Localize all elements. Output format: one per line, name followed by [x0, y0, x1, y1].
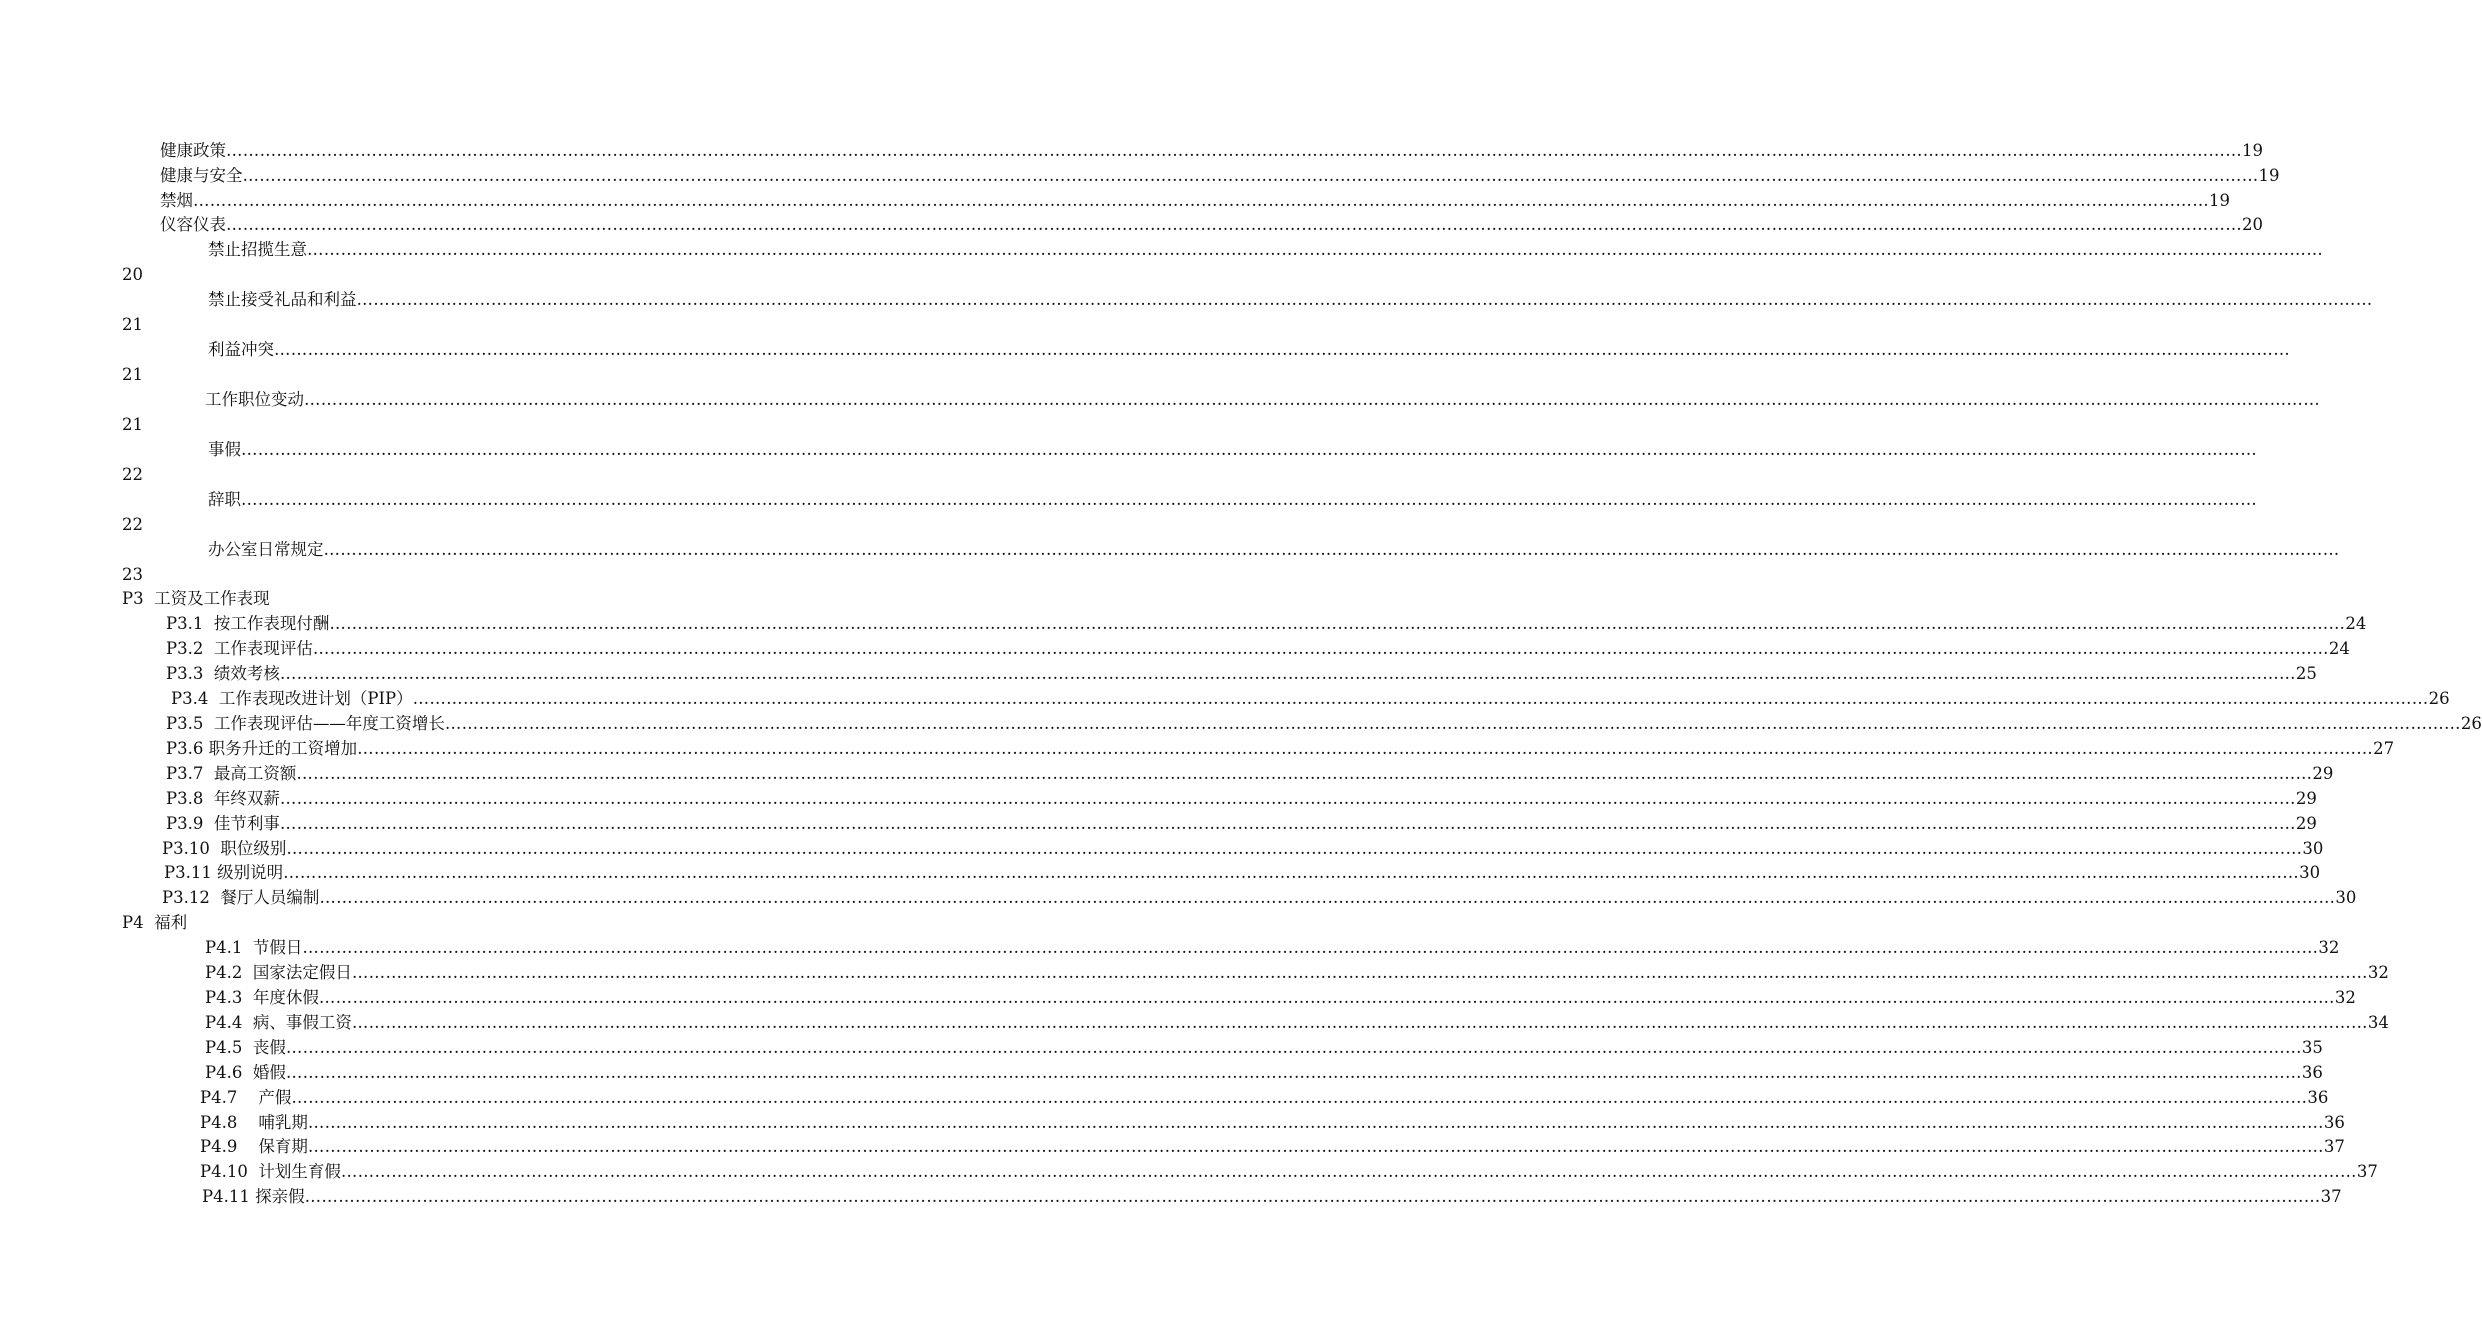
leader-dots: ………………………………………………………………………………………………………………………………………………………………………………………………………………………………………………………………………………………………………………………………	[291, 1088, 2308, 1107]
leader-dots: ………………………………………………………………………………………………………………………………………………………………………………………………………………………………………………………………………………………………………………………………	[193, 191, 2209, 210]
toc-section-heading-p4	[122, 910, 187, 935]
toc-entry-label: 办公室日常规定	[208, 540, 324, 559]
leader-dots: ………………………………………………………………………………………………………………………………………………………………………………………………………………………………………………………………………………………………………………………………	[241, 490, 2257, 509]
toc-entry-health-safety	[160, 163, 2280, 188]
toc-entry-job-change	[205, 387, 2320, 412]
toc-entry-label: 节假日	[252, 938, 303, 957]
toc-page-number: 29	[2295, 814, 2317, 833]
leader-dots: ………………………………………………………………………………………………………………………………………………………………………………………………………………………………………………………………………………………………………………………………	[279, 664, 2296, 683]
toc-entry-resignation	[208, 487, 2257, 512]
entry-number: P3.3	[166, 664, 204, 683]
entry-number: P3.2	[166, 639, 204, 658]
toc-page-number: 30	[2299, 863, 2321, 882]
leader-dots: ………………………………………………………………………………………………………………………………………………………………………………………………………………………………………………………………………………………………………………………………	[351, 1013, 2368, 1032]
toc-entry-label: 事假	[208, 440, 241, 459]
leader-dots: ………………………………………………………………………………………………………………………………………………………………………………………………………………………………………………………………………………………………………………………………	[286, 839, 2303, 858]
leader-dots: ………………………………………………………………………………………………………………………………………………………………………………………………………………………………………………………………………………………………………………………………	[296, 764, 2313, 783]
toc-page-number: 35	[2301, 1038, 2323, 1057]
toc-page-number: 19	[2242, 141, 2263, 160]
toc-page-number: 21	[122, 415, 143, 434]
entry-number: P3.10	[162, 839, 210, 858]
toc-entry-p3-3	[166, 661, 2317, 686]
toc-entry-p3-7	[166, 761, 2334, 786]
toc-entry-p4-3	[205, 985, 2356, 1010]
toc-page-number: 21	[122, 315, 143, 334]
toc-entry-p4-8	[200, 1110, 2345, 1135]
toc-page-number: 37	[2320, 1187, 2342, 1206]
toc-entry-p3-9	[166, 811, 2317, 836]
toc-entry-p4-5	[205, 1035, 2323, 1060]
entry-number: P3.8	[166, 789, 204, 808]
leader-dots: ………………………………………………………………………………………………………………………………………………………………………………………………………………………………………………………………………………………………………………………………	[412, 689, 2429, 708]
entry-number: P4.11	[202, 1187, 250, 1206]
entry-number: P4.8	[200, 1113, 238, 1132]
toc-entry-label: 最高工资额	[213, 764, 297, 783]
toc-page-number: 24	[2345, 614, 2367, 633]
toc-entry-label: 年终双薪	[213, 789, 280, 808]
toc-entry-label: 仪容仪表	[160, 215, 226, 234]
toc-page-number: 32	[2367, 963, 2389, 982]
entry-number: P3.12	[162, 888, 210, 907]
toc-entry-label: 级别说明	[217, 863, 284, 882]
toc-page-number: 27	[2373, 739, 2395, 758]
entry-number: P3.11	[164, 863, 212, 882]
toc-page-number: 26	[2460, 714, 2482, 733]
leader-dots: ………………………………………………………………………………………………………………………………………………………………………………………………………………………………………………………………………………………………………………………………	[285, 1038, 2302, 1057]
toc-entry-label: 禁止招揽生意	[208, 240, 307, 259]
leader-dots: ………………………………………………………………………………………………………………………………………………………………………………………………………………………………………………………………………………………………………………………………	[304, 390, 2320, 409]
toc-entry-label: 工作表现评估	[213, 639, 313, 658]
toc-entry-label: 佳节利事	[213, 814, 280, 833]
leader-dots: ………………………………………………………………………………………………………………………………………………………………………………………………………………………………………………………………………………………………………………………………	[242, 166, 2259, 185]
toc-entry-label: 工作职位变动	[205, 390, 304, 409]
toc-entry-label: 利益冲突	[208, 340, 274, 359]
toc-entry-office-rules	[208, 537, 2340, 562]
leader-dots: ………………………………………………………………………………………………………………………………………………………………………………………………………………………………………………………………………………………………………………………………	[302, 938, 2319, 957]
toc-page-number: 20	[2242, 215, 2263, 234]
leader-dots: ………………………………………………………………………………………………………………………………………………………………………………………………………………………………………………………………………………………………………………………………	[226, 215, 2242, 234]
leader-dots: ………………………………………………………………………………………………………………………………………………………………………………………………………………………………………………………………………………………………………………………………	[226, 141, 2242, 160]
toc-entry-p3-6	[166, 736, 2395, 761]
toc-entry-label: 辞职	[208, 490, 241, 509]
leader-dots: ………………………………………………………………………………………………………………………………………………………………………………………………………………………………………………………………………………………………………………………………	[274, 340, 2290, 359]
section-number: P4	[122, 913, 144, 932]
leader-dots: ………………………………………………………………………………………………………………………………………………………………………………………………………………………………………………………………………………………………………………………………	[323, 540, 2340, 559]
leader-dots: ………………………………………………………………………………………………………………………………………………………………………………………………………………………………………………………………………………………………………………………………	[279, 789, 2296, 808]
toc-section-heading-p3	[122, 586, 270, 611]
toc-entry-label: 职位级别	[220, 839, 287, 858]
leader-dots: ………………………………………………………………………………………………………………………………………………………………………………………………………………………………………………………………………………………………………………………………	[357, 739, 2374, 758]
toc-entry-label: 职务升迁的工资增加	[208, 739, 358, 758]
toc-entry-label: 餐厅人员编制	[220, 888, 320, 907]
toc-entry-personal-leave	[208, 437, 2257, 462]
toc-entry-no-soliciting	[208, 237, 2323, 262]
toc-entry-p4-11	[202, 1184, 2342, 1209]
toc-entry-p4-2	[205, 960, 2389, 985]
leader-dots: ………………………………………………………………………………………………………………………………………………………………………………………………………………………………………………………………………………………………………………………………	[241, 440, 2257, 459]
toc-entry-label: 计划生育假	[258, 1162, 341, 1181]
toc-page-number: 34	[2367, 1013, 2389, 1032]
leader-dots: ………………………………………………………………………………………………………………………………………………………………………………………………………………………………………………………………………………………………………………………………	[304, 1187, 2321, 1206]
entry-number: P3.6	[166, 739, 204, 758]
toc-entry-label: 禁止接受礼品和利益	[208, 290, 357, 309]
leader-dots: ………………………………………………………………………………………………………………………………………………………………………………………………………………………………………………………………………………………………………………………………	[307, 1113, 2324, 1132]
toc-page-number: 21	[122, 365, 143, 384]
toc-entry-p3-1	[166, 611, 2367, 636]
toc-entry-label: 工作表现改进计划（PIP）	[218, 689, 413, 708]
section-title: 福利	[154, 913, 188, 932]
toc-entry-appearance	[160, 212, 2263, 237]
toc-page-number: 23	[122, 565, 143, 584]
leader-dots: ………………………………………………………………………………………………………………………………………………………………………………………………………………………………………………………………………………………………………………………………	[283, 863, 2300, 882]
toc-entry-p3-12	[162, 885, 2357, 910]
toc-page-number: 19	[2258, 166, 2280, 185]
toc-entry-label: 婚假	[252, 1063, 286, 1082]
toc-page-number: 25	[2295, 664, 2317, 683]
toc-entry-label: 健康政策	[160, 141, 226, 160]
toc-entry-p3-8	[166, 786, 2317, 811]
toc-entry-label: 绩效考核	[213, 664, 280, 683]
toc-page-number: 20	[122, 265, 143, 284]
toc-page-number: 24	[2328, 639, 2350, 658]
leader-dots: ………………………………………………………………………………………………………………………………………………………………………………………………………………………………………………………………………………………………………………………………	[318, 988, 2335, 1007]
entry-number: P4.3	[205, 988, 243, 1007]
toc-entry-label: 保育期	[258, 1137, 308, 1156]
toc-page-number: 36	[2323, 1113, 2345, 1132]
section-number: P3	[122, 589, 144, 608]
entry-number: P3.1	[166, 614, 204, 633]
entry-number: P4.4	[205, 1013, 243, 1032]
leader-dots: ………………………………………………………………………………………………………………………………………………………………………………………………………………………………………………………………………………………………………………………………	[307, 240, 2323, 259]
toc-entry-label: 探亲假	[255, 1187, 305, 1206]
leader-dots: ………………………………………………………………………………………………………………………………………………………………………………………………………………………………………………………………………………………………………………………………	[312, 639, 2329, 658]
toc-page-number: 37	[2323, 1137, 2345, 1156]
toc-page-number: 29	[2295, 789, 2317, 808]
toc-entry-p3-11	[164, 860, 2321, 885]
toc-page-number: 19	[2209, 191, 2230, 210]
leader-dots: ………………………………………………………………………………………………………………………………………………………………………………………………………………………………………………………………………………………………………………………………	[340, 1162, 2357, 1181]
toc-entry-p3-10	[162, 836, 2324, 861]
toc-page-number: 22	[122, 515, 143, 534]
leader-dots: ………………………………………………………………………………………………………………………………………………………………………………………………………………………………………………………………………………………………………………………………	[351, 963, 2368, 982]
toc-entry-label: 国家法定假日	[252, 963, 352, 982]
toc-page-number: 26	[2428, 689, 2450, 708]
leader-dots: ………………………………………………………………………………………………………………………………………………………………………………………………………………………………………………………………………………………………………………………………	[444, 714, 2461, 733]
toc-page-number: 32	[2318, 938, 2340, 957]
leader-dots: ………………………………………………………………………………………………………………………………………………………………………………………………………………………………………………………………………………………………………………………………	[285, 1063, 2302, 1082]
toc-entry-p4-7	[200, 1085, 2329, 1110]
toc-page-number: 36	[2301, 1063, 2323, 1082]
leader-dots: ………………………………………………………………………………………………………………………………………………………………………………………………………………………………………………………………………………………………………………………………	[307, 1137, 2324, 1156]
entry-number: P4.9	[200, 1137, 238, 1156]
toc-entry-label: 产假	[258, 1088, 292, 1107]
leader-dots: ………………………………………………………………………………………………………………………………………………………………………………………………………………………………………………………………………………………………………………………………	[356, 290, 2373, 309]
toc-entry-p4-9	[200, 1134, 2345, 1159]
toc-entry-p4-1	[205, 935, 2340, 960]
toc-entry-label: 禁烟	[160, 191, 193, 210]
leader-dots: ………………………………………………………………………………………………………………………………………………………………………………………………………………………………………………………………………………………………………………………………	[329, 614, 2346, 633]
entry-number: P3.5	[166, 714, 204, 733]
toc-entry-p3-2	[166, 636, 2350, 661]
entry-number: P3.4	[171, 689, 209, 708]
toc-page-number: 30	[2335, 888, 2357, 907]
toc-page-number: 37	[2356, 1162, 2378, 1181]
entry-number: P3.7	[166, 764, 204, 783]
toc-entry-no-smoking	[160, 188, 2230, 213]
entry-number: P4.1	[205, 938, 243, 957]
entry-number: P4.2	[205, 963, 243, 982]
toc-entry-label: 哺乳期	[258, 1113, 308, 1132]
toc-entry-label: 病、事假工资	[252, 1013, 352, 1032]
toc-entry-label: 年度休假	[252, 988, 319, 1007]
toc-page-number: 36	[2307, 1088, 2329, 1107]
toc-entry-p3-4	[171, 686, 2450, 711]
toc-entry-label: 健康与安全	[160, 166, 243, 185]
toc-entry-p4-6	[205, 1060, 2323, 1085]
entry-number: P4.6	[205, 1063, 243, 1082]
toc-entry-conflict	[208, 337, 2290, 362]
toc-entry-health-policy	[160, 138, 2263, 163]
toc-page-number: 30	[2302, 839, 2324, 858]
leader-dots: ………………………………………………………………………………………………………………………………………………………………………………………………………………………………………………………………………………………………………………………………	[319, 888, 2336, 907]
toc-entry-label: 按工作表现付酬	[213, 614, 330, 633]
toc-entry-label: 丧假	[252, 1038, 286, 1057]
toc-entry-p3-5	[166, 711, 2482, 736]
entry-number: P3.9	[166, 814, 204, 833]
toc-entry-label: 工作表现评估——年度工资增长	[213, 714, 445, 733]
toc-entry-p4-4	[205, 1010, 2389, 1035]
section-title: 工资及工作表现	[154, 589, 270, 608]
toc-entry-no-gifts	[208, 287, 2373, 312]
toc-page-number: 32	[2334, 988, 2356, 1007]
entry-number: P4.7	[200, 1088, 238, 1107]
toc-entry-p4-10	[200, 1159, 2378, 1184]
toc-page-number: 22	[122, 465, 143, 484]
entry-number: P4.5	[205, 1038, 243, 1057]
toc-page-number: 29	[2312, 764, 2334, 783]
leader-dots: ………………………………………………………………………………………………………………………………………………………………………………………………………………………………………………………………………………………………………………………………	[279, 814, 2296, 833]
entry-number: P4.10	[200, 1162, 248, 1181]
